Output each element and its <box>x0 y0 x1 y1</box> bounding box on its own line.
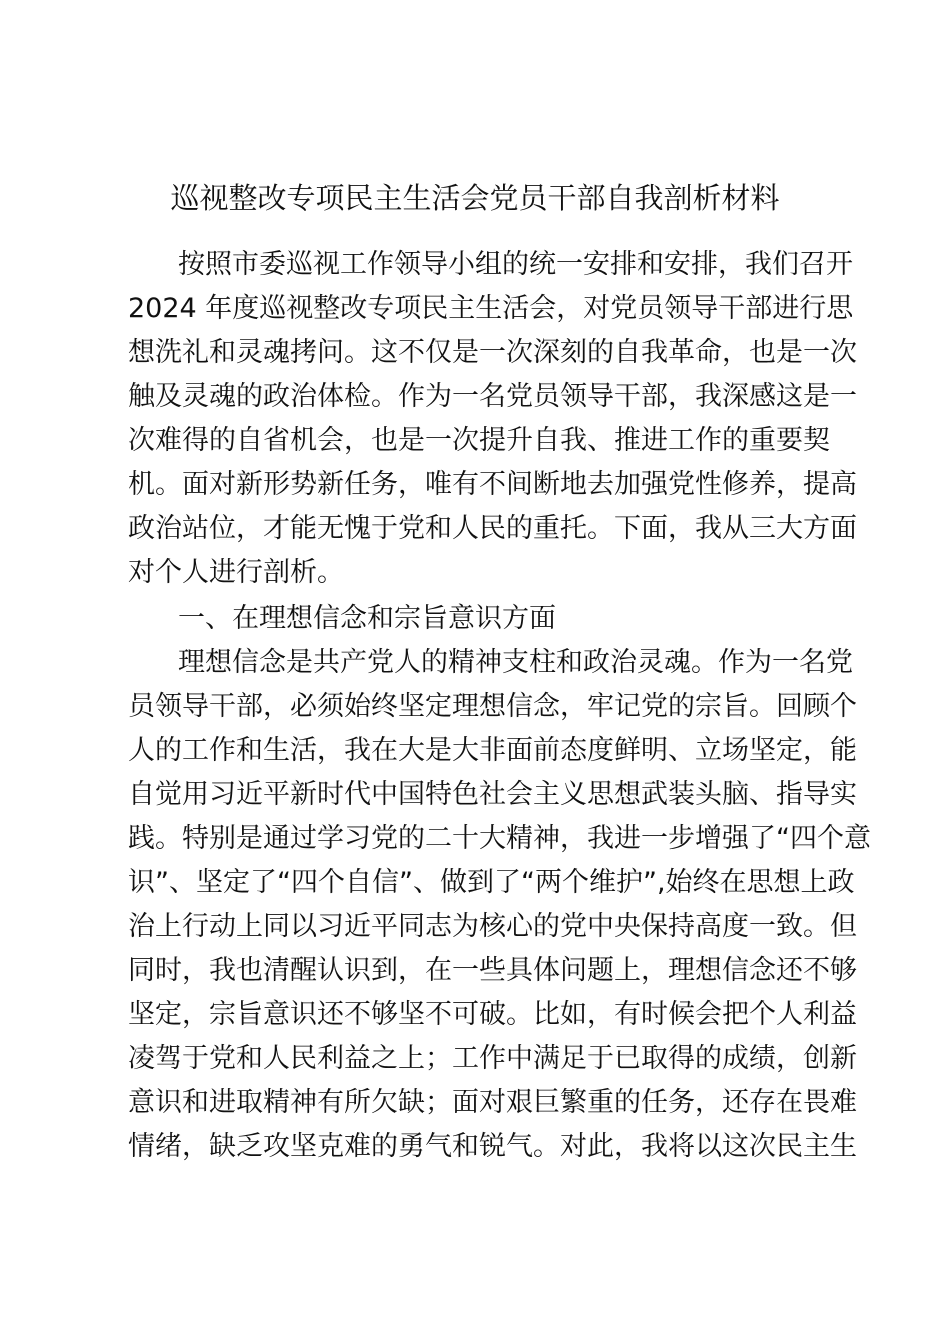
paragraph-line: 治上行动上同以习近平同志为核心的党中央保持高度一致。但 <box>128 911 857 942</box>
paragraph-line: 凌驾于党和人民利益之上；工作中满足于已取得的成绩，创新 <box>128 1043 857 1074</box>
paragraph-line: 识”、坚定了“四个自信”、做到了“两个维护”,始终在思想上政 <box>128 867 855 898</box>
paragraph-line: 触及灵魂的政治体检。作为一名党员领导干部，我深感这是一 <box>128 381 857 412</box>
paragraph-line: 政治站位，才能无愧于党和人民的重托。下面，我从三大方面 <box>128 513 857 544</box>
paragraph-line: 次难得的自省机会，也是一次提升自我、推进工作的重要契 <box>128 425 830 456</box>
paragraph-line: 坚定，宗旨意识还不够坚不可破。比如，有时候会把个人利益 <box>128 999 857 1030</box>
paragraph-line: 理想信念是共产党人的精神支柱和政治灵魂。作为一名党 <box>178 647 853 678</box>
paragraph-line: 机。面对新形势新任务，唯有不间断地去加强党性修养，提高 <box>128 469 857 500</box>
paragraph-line: 2024 年度巡视整改专项民主生活会，对党员领导干部进行思 <box>128 293 854 324</box>
paragraph-line: 自觉用习近平新时代中国特色社会主义思想武装头脑、指导实 <box>128 779 857 810</box>
paragraph-line: 践。特别是通过学习党的二十大精神，我进一步增强了“四个意 <box>128 823 871 854</box>
section-heading: 一、在理想信念和宗旨意识方面 <box>178 603 556 634</box>
paragraph-line: 员领导干部，必须始终坚定理想信念，牢记党的宗旨。回顾个 <box>128 691 857 722</box>
paragraph-line: 同时，我也清醒认识到，在一些具体问题上，理想信念还不够 <box>128 955 857 986</box>
paragraph-line: 按照市委巡视工作领导小组的统一安排和安排，我们召开 <box>178 249 853 280</box>
paragraph-line: 意识和进取精神有所欠缺；面对艰巨繁重的任务，还存在畏难 <box>128 1087 857 1118</box>
paragraph-line: 想洗礼和灵魂拷问。这不仅是一次深刻的自我革命，也是一次 <box>128 337 857 368</box>
paragraph-line: 对个人进行剖析。 <box>128 557 344 588</box>
paragraph-line: 情绪，缺乏攻坚克难的勇气和锐气。对此，我将以这次民主生 <box>128 1131 857 1162</box>
paragraph-line: 人的工作和生活，我在大是大非面前态度鲜明、立场坚定，能 <box>128 735 857 766</box>
document-title: 巡视整改专项民主生活会党员干部自我剖析材料 <box>170 181 780 215</box>
